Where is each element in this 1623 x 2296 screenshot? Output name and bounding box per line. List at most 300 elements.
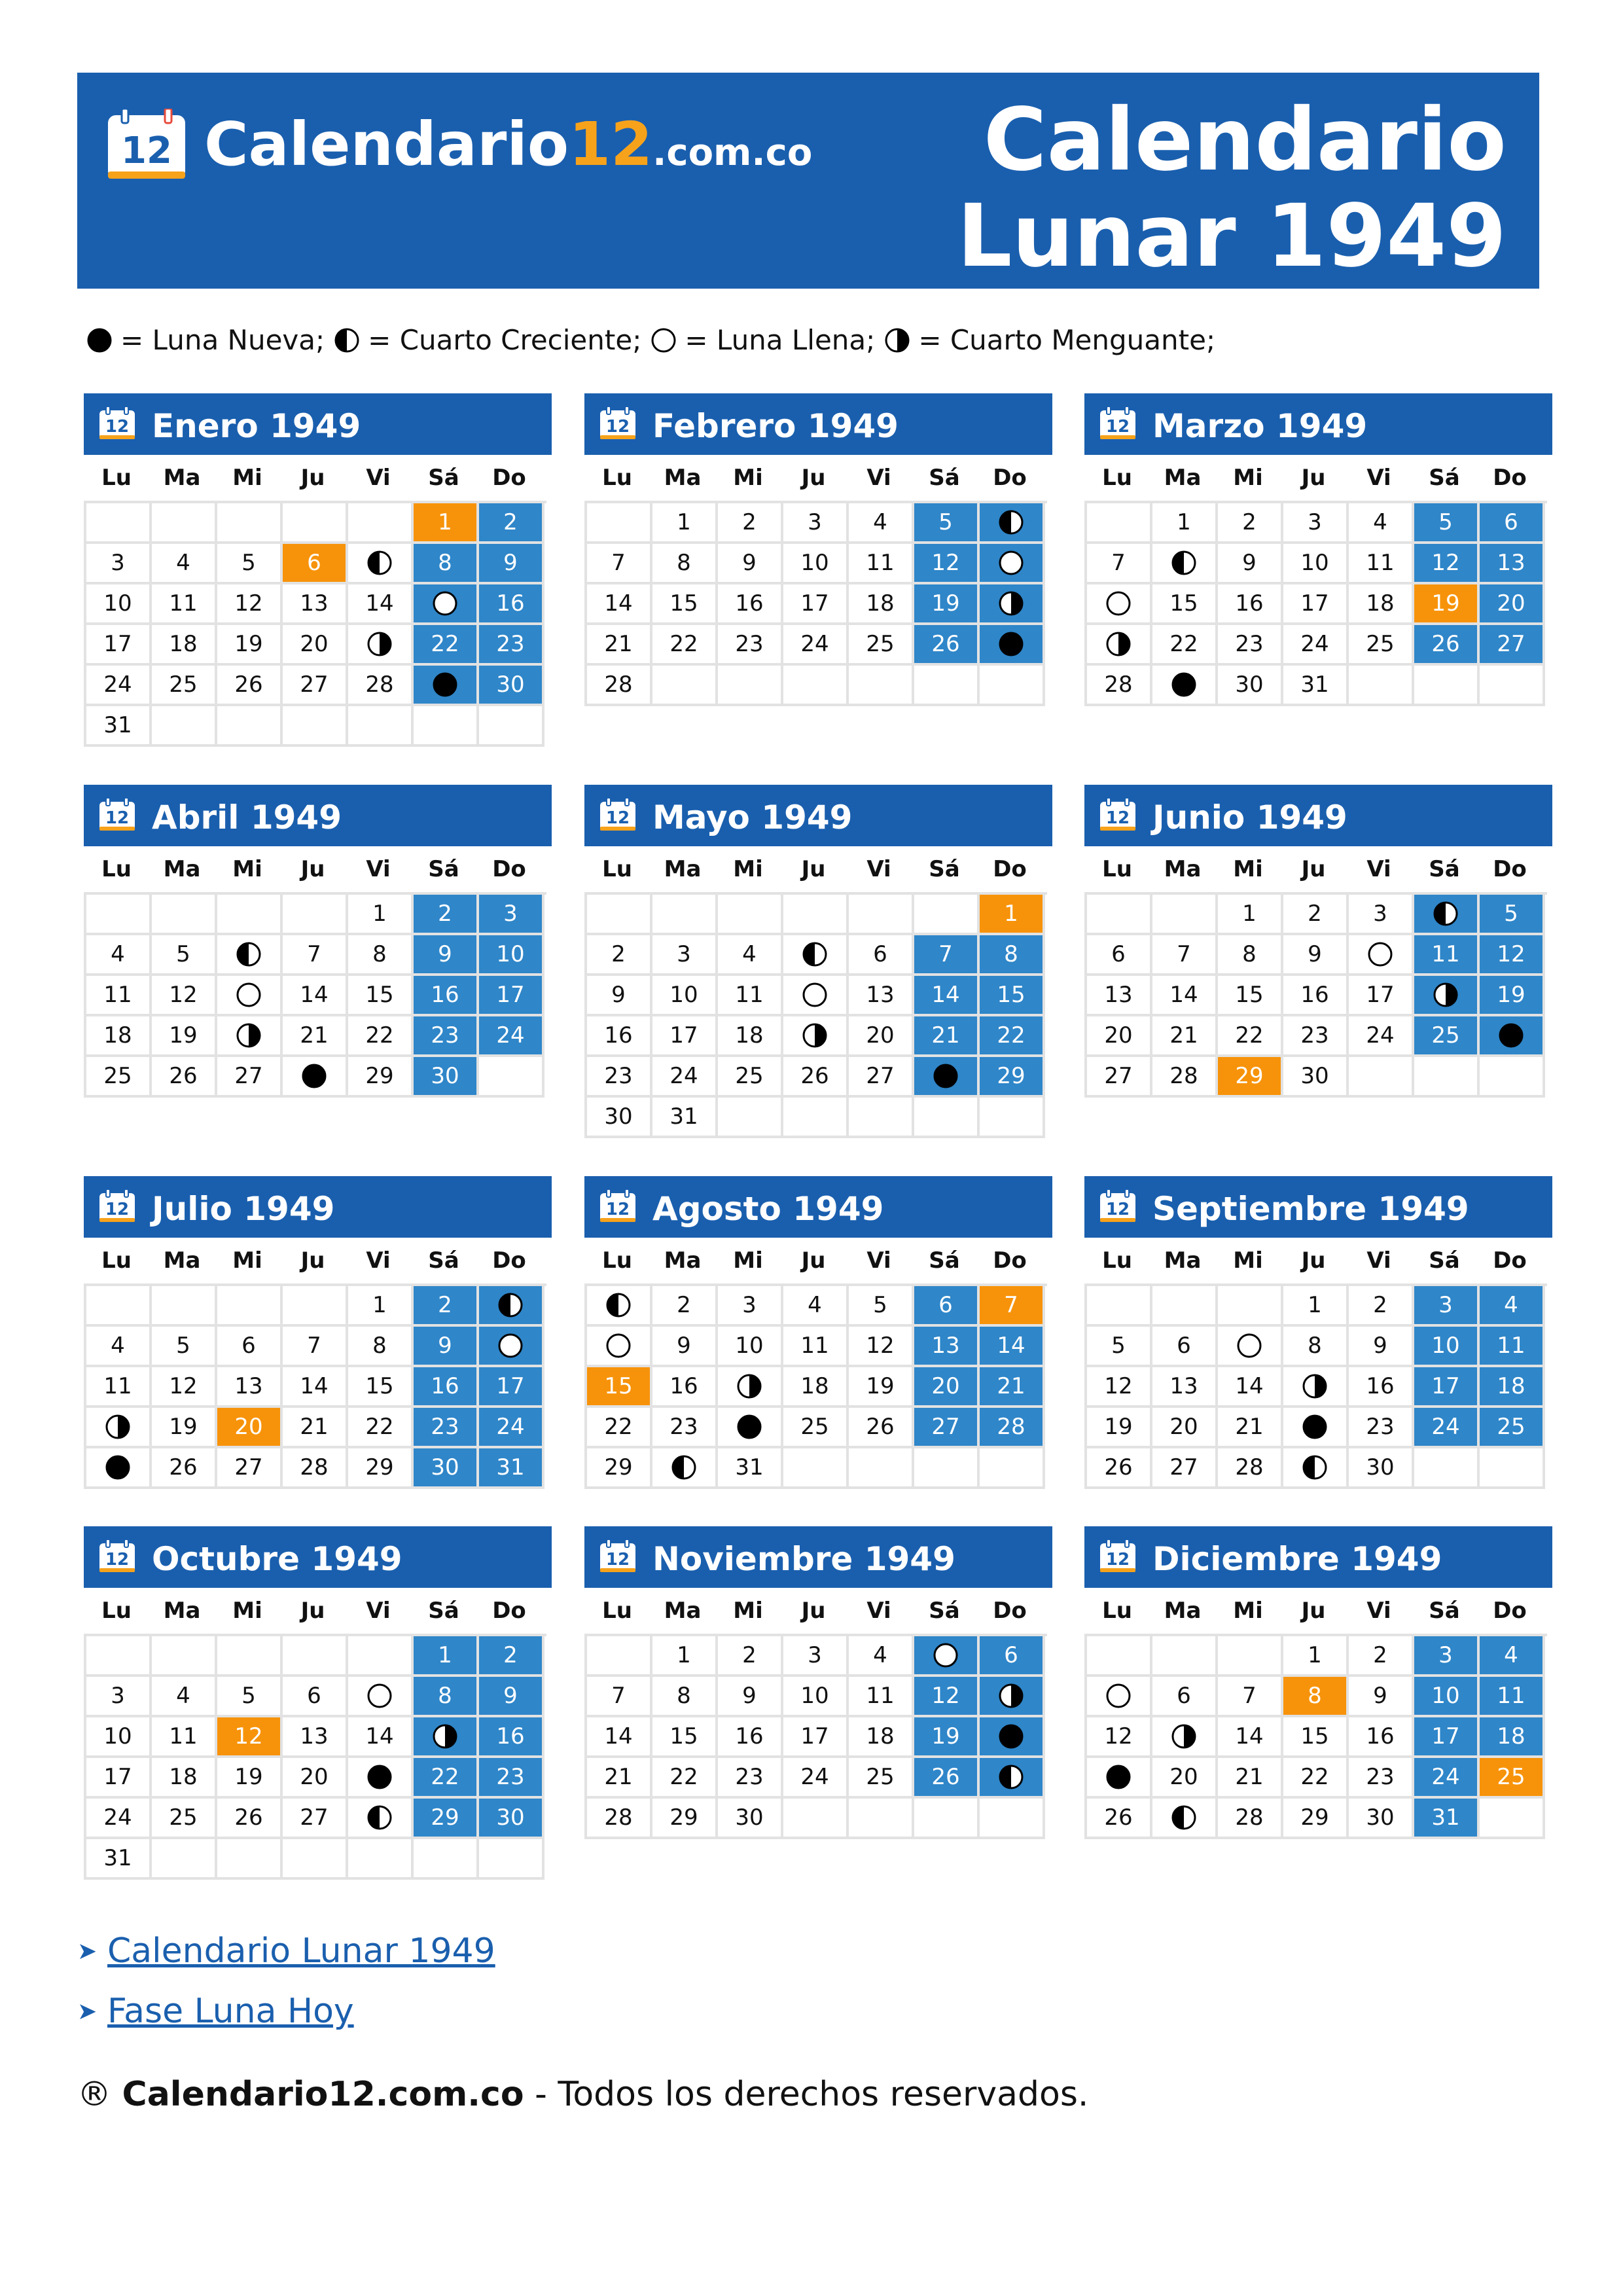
- day-cell: 22: [980, 1016, 1045, 1057]
- empty-day-cell: [1480, 1448, 1545, 1489]
- day-cell: 1: [348, 895, 414, 935]
- day-cell-new-moon: [718, 1408, 783, 1448]
- full-moon-icon: [1367, 941, 1393, 967]
- week-row: [1087, 895, 1547, 935]
- weekday-label: Lu: [602, 1247, 632, 1274]
- day-cell: 23: [414, 1016, 479, 1057]
- month-calendar: [584, 1176, 1052, 1489]
- day-cell-last-moon: [217, 1016, 283, 1057]
- day-cell: 11: [849, 544, 914, 584]
- weekday-label: Ma: [1164, 465, 1202, 491]
- day-cell: 21: [1218, 1408, 1283, 1448]
- day-cell-new-moon: [914, 1057, 980, 1098]
- empty-day-cell: [217, 1286, 283, 1327]
- week-row: [1087, 1408, 1547, 1448]
- empty-day-cell: [914, 895, 980, 935]
- empty-day-cell: [1087, 1286, 1152, 1327]
- day-cell: 1: [1283, 1286, 1349, 1327]
- empty-day-cell: [1218, 1286, 1283, 1327]
- weekday-header-row: [584, 846, 1044, 892]
- week-row: [86, 1286, 546, 1327]
- day-cell: 17: [479, 976, 544, 1016]
- day-cell: 22: [1152, 625, 1218, 666]
- weekday-label: Ju: [300, 856, 325, 882]
- empty-day-cell: [1087, 895, 1152, 935]
- calendar-icon: [98, 798, 136, 832]
- day-cell: 2: [1283, 895, 1349, 935]
- day-cell: 30: [1283, 1057, 1349, 1098]
- week-row: [1087, 1636, 1547, 1677]
- week-row: [587, 1016, 1047, 1057]
- week-row: [587, 1677, 1047, 1717]
- link-item[interactable]: [77, 1921, 495, 1981]
- empty-day-cell: [283, 503, 348, 544]
- legend-label-full: = Luna Llena;: [685, 324, 876, 356]
- day-cell: 28: [587, 666, 652, 706]
- weekday-label: Mi: [1233, 856, 1263, 882]
- weekday-label: Lu: [1102, 856, 1132, 882]
- last-moon-icon: [802, 1022, 828, 1049]
- weekday-label: Mi: [232, 856, 262, 882]
- empty-day-cell: [849, 895, 914, 935]
- day-cell: 18: [1480, 1717, 1545, 1758]
- day-cell-last-moon: [348, 625, 414, 666]
- weekday-label: Vi: [1366, 1247, 1391, 1274]
- full-moon-icon: [1105, 590, 1132, 617]
- week-row: [587, 1057, 1047, 1098]
- weekday-label: Lu: [602, 465, 632, 491]
- day-cell: 30: [479, 1799, 544, 1839]
- day-cell: 11: [152, 1717, 217, 1758]
- weekday-label: Vi: [1366, 465, 1391, 491]
- moon-phase-legend: [84, 319, 1222, 361]
- empty-day-cell: [348, 503, 414, 544]
- weekday-label: Vi: [866, 465, 891, 491]
- day-cell: 14: [1218, 1367, 1283, 1408]
- week-row: [1087, 1057, 1547, 1098]
- day-cell: 13: [849, 976, 914, 1016]
- first-moon-icon: [998, 509, 1024, 535]
- day-cell: 28: [980, 1408, 1045, 1448]
- day-cell: 26: [152, 1448, 217, 1489]
- day-cell: 9: [718, 544, 783, 584]
- svg-text:12: 12: [605, 808, 630, 828]
- day-cell: 17: [1414, 1717, 1480, 1758]
- empty-day-cell: [587, 895, 652, 935]
- weekday-label: Ju: [801, 1247, 826, 1274]
- days-grid: [84, 1283, 546, 1489]
- link-text[interactable]: Calendario Lunar 1949: [107, 1931, 495, 1971]
- empty-day-cell: [783, 1448, 849, 1489]
- days-grid: [584, 501, 1047, 706]
- day-cell: 23: [1283, 1016, 1349, 1057]
- week-row: [86, 503, 546, 544]
- day-cell: 6: [283, 544, 348, 584]
- week-row: [587, 1098, 1047, 1138]
- calendar-icon: [599, 1189, 637, 1223]
- empty-day-cell: [718, 895, 783, 935]
- week-row: [587, 1448, 1047, 1489]
- day-cell: 3: [783, 503, 849, 544]
- full-moon-icon: [236, 982, 262, 1008]
- empty-day-cell: [1087, 1636, 1152, 1677]
- day-cell: 9: [414, 935, 479, 976]
- site-logo-text[interactable]: Calendario12.com.co: [204, 109, 813, 179]
- month-title: Enero 1949: [152, 407, 361, 445]
- week-row: [1087, 1448, 1547, 1489]
- week-row: [1087, 625, 1547, 666]
- empty-day-cell: [1480, 1799, 1545, 1839]
- day-cell: 16: [1349, 1367, 1414, 1408]
- day-cell-full-moon: [914, 1636, 980, 1677]
- day-cell: 10: [86, 584, 152, 625]
- day-cell: 16: [1349, 1717, 1414, 1758]
- day-cell: 31: [718, 1448, 783, 1489]
- day-cell: 6: [914, 1286, 980, 1327]
- weekday-label: Ju: [1301, 465, 1326, 491]
- weekday-header-row: [1084, 1238, 1544, 1283]
- empty-day-cell: [587, 503, 652, 544]
- day-cell: 20: [1480, 584, 1545, 625]
- day-cell: 28: [283, 1448, 348, 1489]
- day-cell: 1: [1283, 1636, 1349, 1677]
- day-cell: 2: [479, 1636, 544, 1677]
- first-moon-icon: [366, 550, 393, 576]
- day-cell: 28: [1152, 1057, 1218, 1098]
- day-cell: 25: [152, 1799, 217, 1839]
- day-cell: 5: [914, 503, 980, 544]
- full-moon-icon: [1105, 1683, 1132, 1709]
- day-cell: 21: [283, 1408, 348, 1448]
- last-moon-icon: [998, 1683, 1024, 1709]
- new-moon-icon: [1498, 1022, 1524, 1049]
- week-row: [1087, 1367, 1547, 1408]
- day-cell: 7: [1152, 935, 1218, 976]
- day-cell: 16: [587, 1016, 652, 1057]
- day-cell: 16: [718, 584, 783, 625]
- day-cell: 26: [849, 1408, 914, 1448]
- links-list: [77, 1921, 495, 2041]
- empty-day-cell: [217, 706, 283, 747]
- day-cell: 5: [1480, 895, 1545, 935]
- weekday-label: Vi: [866, 1598, 891, 1624]
- week-row: [1087, 503, 1547, 544]
- day-cell: 25: [152, 666, 217, 706]
- weekday-label: Lu: [101, 1247, 132, 1274]
- first-moon-icon: [998, 1764, 1024, 1790]
- day-cell: 11: [718, 976, 783, 1016]
- month-header: [584, 785, 1052, 846]
- day-cell: 18: [1349, 584, 1414, 625]
- month-header: [84, 393, 552, 455]
- first-moon-icon: [1171, 1804, 1197, 1831]
- empty-day-cell: [718, 1098, 783, 1138]
- first-moon-icon: [1433, 901, 1459, 927]
- weekday-label: Sá: [428, 1598, 459, 1624]
- day-cell: 22: [587, 1408, 652, 1448]
- day-cell: 10: [718, 1327, 783, 1367]
- day-cell: 30: [414, 1448, 479, 1489]
- day-cell: 26: [914, 1758, 980, 1799]
- day-cell: 17: [1414, 1367, 1480, 1408]
- weekday-label: Sá: [1429, 1247, 1460, 1274]
- day-cell: 17: [479, 1367, 544, 1408]
- day-cell: 3: [652, 935, 718, 976]
- day-cell: 20: [217, 1408, 283, 1448]
- day-cell-last-moon: [783, 1016, 849, 1057]
- week-row: [587, 1758, 1047, 1799]
- day-cell: 4: [849, 1636, 914, 1677]
- day-cell: 4: [783, 1286, 849, 1327]
- month-calendar: [84, 785, 552, 1098]
- day-cell: 24: [783, 625, 849, 666]
- day-cell: 3: [1283, 503, 1349, 544]
- day-cell-first-moon: [980, 503, 1045, 544]
- new-moon-icon: [736, 1414, 762, 1440]
- new-moon-icon: [933, 1063, 959, 1089]
- day-cell: 31: [652, 1098, 718, 1138]
- day-cell: 25: [86, 1057, 152, 1098]
- weekday-label: Lu: [1102, 465, 1132, 491]
- link-item[interactable]: [77, 1981, 495, 2041]
- weekday-label: Sá: [428, 856, 459, 882]
- day-cell: 10: [1283, 544, 1349, 584]
- days-grid: [1084, 892, 1547, 1098]
- calendar-icon: [1099, 406, 1137, 440]
- day-cell: 11: [849, 1677, 914, 1717]
- day-cell-first-moon: [652, 1448, 718, 1489]
- day-cell: 12: [152, 1367, 217, 1408]
- weekday-label: Sá: [929, 465, 960, 491]
- empty-day-cell: [1218, 1636, 1283, 1677]
- day-cell: 14: [348, 584, 414, 625]
- day-cell-full-moon: [1087, 584, 1152, 625]
- first-moon-icon: [366, 1804, 393, 1831]
- weekday-label: Vi: [366, 465, 391, 491]
- new-moon-icon: [86, 327, 113, 353]
- week-row: [1087, 1758, 1547, 1799]
- day-cell: 9: [652, 1327, 718, 1367]
- day-cell: 11: [86, 1367, 152, 1408]
- last-moon-icon: [1105, 631, 1132, 657]
- day-cell: 3: [718, 1286, 783, 1327]
- first-moon-icon: [605, 1292, 632, 1318]
- day-cell: 25: [1349, 625, 1414, 666]
- day-cell: 22: [414, 1758, 479, 1799]
- weekday-label: Ju: [1301, 1247, 1326, 1274]
- weekday-label: Ma: [1164, 1598, 1202, 1624]
- full-moon-icon: [651, 327, 677, 353]
- week-row: [587, 935, 1047, 976]
- week-row: [587, 544, 1047, 584]
- day-cell: 2: [1349, 1636, 1414, 1677]
- weekday-label: Ju: [801, 465, 826, 491]
- day-cell: 13: [914, 1327, 980, 1367]
- week-row: [86, 976, 546, 1016]
- empty-day-cell: [1152, 1286, 1218, 1327]
- empty-day-cell: [849, 1448, 914, 1489]
- weekday-header-row: [84, 846, 544, 892]
- day-cell: 16: [718, 1717, 783, 1758]
- day-cell: 30: [718, 1799, 783, 1839]
- empty-day-cell: [718, 666, 783, 706]
- last-moon-icon: [236, 1022, 262, 1049]
- weekday-label: Do: [492, 1598, 526, 1624]
- weekday-label: Do: [993, 1598, 1027, 1624]
- day-cell-first-moon: [348, 1799, 414, 1839]
- weekday-label: Vi: [1366, 856, 1391, 882]
- day-cell-first-moon: [783, 935, 849, 976]
- days-grid: [84, 501, 546, 747]
- day-cell: 15: [652, 584, 718, 625]
- empty-day-cell: [587, 1636, 652, 1677]
- week-row: [587, 895, 1047, 935]
- day-cell: 12: [1414, 544, 1480, 584]
- day-cell: 17: [1349, 976, 1414, 1016]
- day-cell: 30: [1349, 1799, 1414, 1839]
- day-cell: 3: [1414, 1636, 1480, 1677]
- weekday-label: Do: [993, 856, 1027, 882]
- week-row: [587, 976, 1047, 1016]
- day-cell-full-moon: [348, 1677, 414, 1717]
- day-cell: 18: [849, 1717, 914, 1758]
- day-cell: 2: [652, 1286, 718, 1327]
- day-cell: 10: [1414, 1677, 1480, 1717]
- day-cell: 8: [652, 1677, 718, 1717]
- days-grid: [584, 1634, 1047, 1839]
- empty-day-cell: [1414, 666, 1480, 706]
- week-row: [86, 935, 546, 976]
- empty-day-cell: [1349, 666, 1414, 706]
- day-cell: 21: [980, 1367, 1045, 1408]
- month-calendar: [1084, 785, 1552, 1098]
- weekday-label: Sá: [929, 856, 960, 882]
- month-calendar: [84, 393, 552, 747]
- week-row: [587, 666, 1047, 706]
- month-header: [1084, 393, 1552, 455]
- full-moon-icon: [366, 1683, 393, 1709]
- month-title: Julio 1949: [152, 1190, 335, 1228]
- day-cell: 14: [348, 1717, 414, 1758]
- day-cell-last-moon: [1152, 1717, 1218, 1758]
- day-cell: 28: [1218, 1799, 1283, 1839]
- weekday-label: Do: [1493, 856, 1527, 882]
- weekday-label: Ma: [664, 1247, 702, 1274]
- weekday-label: Do: [993, 465, 1027, 491]
- day-cell: 30: [479, 666, 544, 706]
- calendar-icon: [98, 406, 136, 440]
- weekday-label: Lu: [101, 856, 132, 882]
- day-cell: 26: [1087, 1448, 1152, 1489]
- day-cell: 15: [348, 1367, 414, 1408]
- day-cell: 27: [1087, 1057, 1152, 1098]
- weekday-label: Ma: [664, 465, 702, 491]
- legend-label-last: = Cuarto Menguante;: [918, 324, 1216, 356]
- day-cell: 25: [783, 1408, 849, 1448]
- day-cell: 16: [1283, 976, 1349, 1016]
- weekday-label: Mi: [232, 1598, 262, 1624]
- week-row: [86, 1408, 546, 1448]
- day-cell: 3: [1414, 1286, 1480, 1327]
- day-cell: 19: [914, 1717, 980, 1758]
- month-calendar: [1084, 1526, 1552, 1839]
- day-cell: 28: [1218, 1448, 1283, 1489]
- calendar-icon: [98, 1189, 136, 1223]
- empty-day-cell: [217, 895, 283, 935]
- week-row: [86, 1839, 546, 1880]
- day-cell: 28: [587, 1799, 652, 1839]
- day-cell: 2: [479, 503, 544, 544]
- day-cell: 7: [283, 1327, 348, 1367]
- day-cell: 30: [587, 1098, 652, 1138]
- day-cell-new-moon: [348, 1758, 414, 1799]
- page-title-line-2: Lunar 1949: [957, 186, 1507, 287]
- day-cell: 11: [152, 584, 217, 625]
- day-cell-last-moon: [1283, 1367, 1349, 1408]
- day-cell: 2: [1218, 503, 1283, 544]
- last-moon-icon: [1171, 1723, 1197, 1749]
- day-cell: 29: [587, 1448, 652, 1489]
- calendar-icon: [1099, 1189, 1137, 1223]
- day-cell: 2: [414, 895, 479, 935]
- weekday-label: Do: [492, 465, 526, 491]
- day-cell: 12: [217, 584, 283, 625]
- day-cell: 18: [718, 1016, 783, 1057]
- month-header: [584, 393, 1052, 455]
- calendar-icon: [599, 1539, 637, 1573]
- day-cell: 9: [1283, 935, 1349, 976]
- day-cell: 13: [283, 584, 348, 625]
- day-cell: 10: [783, 1677, 849, 1717]
- weekday-label: Mi: [733, 1247, 763, 1274]
- empty-day-cell: [86, 1286, 152, 1327]
- day-cell: 16: [479, 584, 544, 625]
- week-row: [1087, 1799, 1547, 1839]
- svg-text:12: 12: [105, 1200, 130, 1219]
- weekday-label: Ma: [664, 856, 702, 882]
- day-cell: 22: [1283, 1758, 1349, 1799]
- day-cell: 23: [479, 1758, 544, 1799]
- full-moon-icon: [1236, 1333, 1262, 1359]
- day-cell: 10: [86, 1717, 152, 1758]
- day-cell: 29: [348, 1057, 414, 1098]
- svg-text:12: 12: [1105, 1550, 1130, 1570]
- weekday-label: Ju: [300, 1598, 325, 1624]
- weekday-label: Sá: [428, 1247, 459, 1274]
- week-row: [1087, 935, 1547, 976]
- day-cell: 21: [1152, 1016, 1218, 1057]
- day-cell: 21: [1218, 1758, 1283, 1799]
- day-cell: 12: [914, 1677, 980, 1717]
- link-text[interactable]: Fase Luna Hoy: [107, 1992, 354, 2031]
- week-row: [587, 1636, 1047, 1677]
- empty-day-cell: [980, 666, 1045, 706]
- day-cell: 4: [849, 503, 914, 544]
- day-cell-new-moon: [1480, 1016, 1545, 1057]
- first-moon-icon: [1302, 1454, 1328, 1480]
- day-cell: 5: [152, 935, 217, 976]
- day-cell: 4: [1349, 503, 1414, 544]
- day-cell-new-moon: [1152, 666, 1218, 706]
- day-cell: 24: [1414, 1758, 1480, 1799]
- day-cell: 10: [1414, 1327, 1480, 1367]
- week-row: [1087, 584, 1547, 625]
- day-cell-full-moon: [1087, 1677, 1152, 1717]
- day-cell: 8: [1218, 935, 1283, 976]
- day-cell: 8: [414, 544, 479, 584]
- first-moon-icon: [236, 941, 262, 967]
- day-cell-first-moon: [980, 1758, 1045, 1799]
